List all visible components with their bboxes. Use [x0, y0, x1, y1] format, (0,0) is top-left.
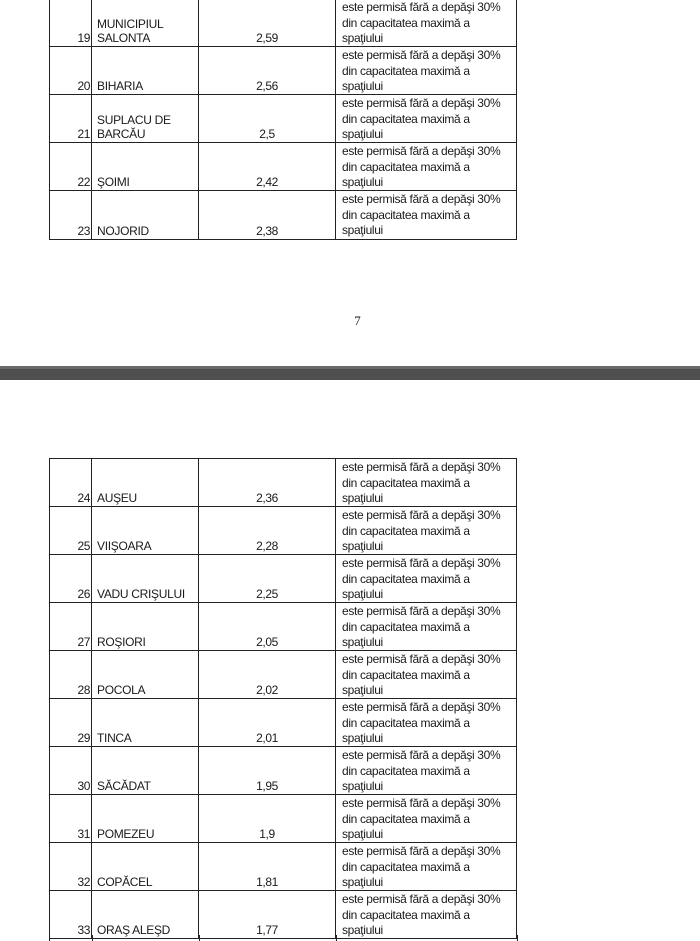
row-number: 31: [77, 827, 90, 841]
note-cell: [336, 143, 517, 190]
note-cell: [336, 191, 517, 239]
capacity-note: este permisă fără a depăşi 30% din capacitatea maximă a spaţiului: [342, 796, 501, 842]
incidence-value: 1,9: [259, 827, 275, 841]
locality-cell: [92, 95, 199, 142]
incidence-value: 2,5: [259, 127, 275, 141]
value-cell: [199, 699, 336, 746]
note-cell: [336, 459, 517, 506]
locality-name: MUNICIPIUL SALONTA: [97, 17, 164, 45]
locality-name: SUPLACU DE BARCĂU: [97, 113, 171, 141]
table-row: [50, 47, 517, 95]
value-cell: [199, 651, 336, 698]
empty-cell: [517, 651, 700, 698]
capacity-note: este permisă fără a depăşi 30% din capacitatea maximă a spaţiului: [342, 96, 501, 142]
locality-name: AUŞEU: [97, 491, 137, 505]
row-number: 29: [77, 731, 90, 745]
table-row: [50, 651, 517, 699]
value-cell: [199, 891, 336, 938]
locality-cell: [92, 143, 199, 190]
table-row: [50, 555, 517, 603]
capacity-note: este permisă fără a depăşi 30% din capacitatea maximă a spaţiului: [342, 48, 501, 94]
empty-cell: [517, 843, 700, 890]
value-cell: [199, 143, 336, 190]
locality-name: TINCA: [97, 731, 132, 745]
row-number-cell: [50, 459, 92, 506]
incidence-value: 2,42: [256, 175, 278, 189]
value-cell: [199, 555, 336, 602]
table-row: [50, 507, 517, 555]
value-cell: [199, 843, 336, 890]
locality-name: ŞOIMI: [97, 175, 130, 189]
locality-cell: [92, 555, 199, 602]
note-cell: [336, 0, 517, 46]
document-page-7: [0, 0, 700, 366]
row-number: 21: [77, 127, 90, 141]
capacity-note: este permisă fără a depăşi 30% din capacitatea maximă a spaţiului: [342, 748, 501, 794]
locality-cell: [92, 795, 199, 842]
capacity-note: este permisă fără a depăşi 30% din capacitatea maximă a spaţiului: [342, 892, 501, 938]
empty-cell: [517, 891, 700, 938]
row-number-cell: [50, 603, 92, 650]
locality-name: ROŞIORI: [97, 635, 146, 649]
capacity-note: este permisă fără a depăşi 30% din capacitatea maximă a spaţiului: [342, 0, 501, 46]
locality-cell: [92, 459, 199, 506]
localities-table-page-7: [49, 0, 517, 240]
locality-cell: [92, 699, 199, 746]
empty-cell: [517, 699, 700, 746]
incidence-value: 2,36: [256, 491, 278, 505]
incidence-value: 2,28: [256, 539, 278, 553]
row-number: 33: [77, 923, 90, 937]
incidence-value: 1,77: [256, 923, 278, 937]
empty-cell: [517, 507, 700, 554]
table-continuation: [49, 935, 517, 941]
locality-name: ORAŞ ALEŞD: [97, 923, 171, 937]
locality-name: POCOLA: [97, 683, 146, 697]
empty-cell: [517, 795, 700, 842]
note-cell: [336, 555, 517, 602]
table-row: [50, 891, 517, 939]
table-row: [50, 95, 517, 143]
note-cell: [336, 603, 517, 650]
note-cell: [336, 747, 517, 794]
locality-cell: [92, 843, 199, 890]
incidence-value: 1,95: [256, 779, 278, 793]
value-cell: [199, 0, 336, 46]
capacity-note: este permisă fără a depăşi 30% din capacitatea maximă a spaţiului: [342, 844, 501, 890]
row-number: 24: [77, 491, 90, 505]
row-number: 32: [77, 875, 90, 889]
value-cell: [199, 95, 336, 142]
incidence-value: 2,59: [256, 31, 278, 45]
note-cell: [336, 699, 517, 746]
locality-cell: [92, 507, 199, 554]
empty-cell: [517, 0, 700, 46]
value-cell: [199, 191, 336, 239]
note-cell: [336, 795, 517, 842]
row-number-cell: [50, 747, 92, 794]
table-row: [50, 699, 517, 747]
row-number-cell: [50, 555, 92, 602]
capacity-note: este permisă fără a depăşi 30% din capacitatea maximă a spaţiului: [342, 460, 501, 506]
locality-name: NOJORID: [97, 224, 149, 238]
table-row: [50, 459, 517, 507]
row-number-cell: [50, 795, 92, 842]
locality-name: VADU CRIŞULUI: [97, 587, 185, 601]
capacity-note: este permisă fără a depăşi 30% din capacitatea maximă a spaţiului: [342, 556, 501, 602]
incidence-value: 2,02: [256, 683, 278, 697]
table-row: [50, 603, 517, 651]
capacity-note: este permisă fără a depăşi 30% din capacitatea maximă a spaţiului: [342, 144, 501, 190]
page-number: 7: [354, 313, 361, 328]
empty-cell: [517, 555, 700, 602]
empty-cell: [517, 603, 700, 650]
row-number-cell: [50, 47, 92, 94]
table-row: [50, 843, 517, 891]
row-number: 22: [77, 175, 90, 189]
locality-cell: [92, 603, 199, 650]
table-row: [50, 191, 517, 239]
row-number-cell: [50, 891, 92, 938]
incidence-value: 2,38: [256, 224, 278, 238]
empty-cell: [517, 459, 700, 506]
locality-cell: [92, 191, 199, 239]
row-number-cell: [50, 651, 92, 698]
capacity-note: este permisă fără a depăşi 30% din capacitatea maximă a spaţiului: [342, 192, 501, 238]
incidence-value: 2,01: [256, 731, 278, 745]
empty-cell: [517, 95, 700, 142]
incidence-value: 2,25: [256, 587, 278, 601]
value-cell: [199, 47, 336, 94]
capacity-note: este permisă fără a depăşi 30% din capacitatea maximă a spaţiului: [342, 652, 501, 698]
note-cell: [336, 651, 517, 698]
row-number: 28: [77, 683, 90, 697]
row-number-cell: [50, 699, 92, 746]
value-cell: [199, 459, 336, 506]
value-cell: [199, 795, 336, 842]
row-number: 27: [77, 635, 90, 649]
empty-cell: [517, 747, 700, 794]
row-number-cell: [50, 143, 92, 190]
table-row: [50, 747, 517, 795]
locality-cell: [92, 891, 199, 938]
empty-cell: [517, 191, 700, 239]
row-number-cell: [50, 191, 92, 239]
capacity-note: este permisă fără a depăşi 30% din capacitatea maximă a spaţiului: [342, 508, 501, 554]
row-number: 20: [77, 79, 90, 93]
incidence-value: 1,81: [256, 875, 278, 889]
row-number: 26: [77, 587, 90, 601]
row-number-cell: [50, 0, 92, 46]
locality-cell: [92, 0, 199, 46]
note-cell: [336, 891, 517, 938]
locality-name: BIHARIA: [97, 79, 143, 93]
row-number: 23: [77, 224, 90, 238]
empty-cell: [517, 143, 700, 190]
page-separator: [0, 366, 700, 380]
localities-table-page-8: [49, 458, 517, 939]
locality-name: VIIŞOARA: [97, 539, 152, 553]
locality-name: SĂCĂDAT: [97, 779, 151, 793]
value-cell: [199, 603, 336, 650]
note-cell: [336, 843, 517, 890]
value-cell: [199, 507, 336, 554]
note-cell: [336, 507, 517, 554]
row-number: 25: [77, 539, 90, 553]
incidence-value: 2,56: [256, 79, 278, 93]
table-row: [50, 795, 517, 843]
row-number-cell: [50, 507, 92, 554]
table-row: [50, 143, 517, 191]
row-number: 19: [77, 31, 90, 45]
incidence-value: 2,05: [256, 635, 278, 649]
row-number-cell: [50, 843, 92, 890]
capacity-note: este permisă fără a depăşi 30% din capacitatea maximă a spaţiului: [342, 604, 501, 650]
value-cell: [199, 747, 336, 794]
locality-name: COPĂCEL: [97, 875, 153, 889]
locality-cell: [92, 47, 199, 94]
empty-cell: [517, 47, 700, 94]
capacity-note: este permisă fără a depăşi 30% din capacitatea maximă a spaţiului: [342, 700, 501, 746]
locality-name: POMEZEU: [97, 827, 155, 841]
row-number: 30: [77, 779, 90, 793]
table-row: [50, 0, 517, 47]
note-cell: [336, 95, 517, 142]
locality-cell: [92, 747, 199, 794]
row-number-cell: [50, 95, 92, 142]
note-cell: [336, 47, 517, 94]
locality-cell: [92, 651, 199, 698]
